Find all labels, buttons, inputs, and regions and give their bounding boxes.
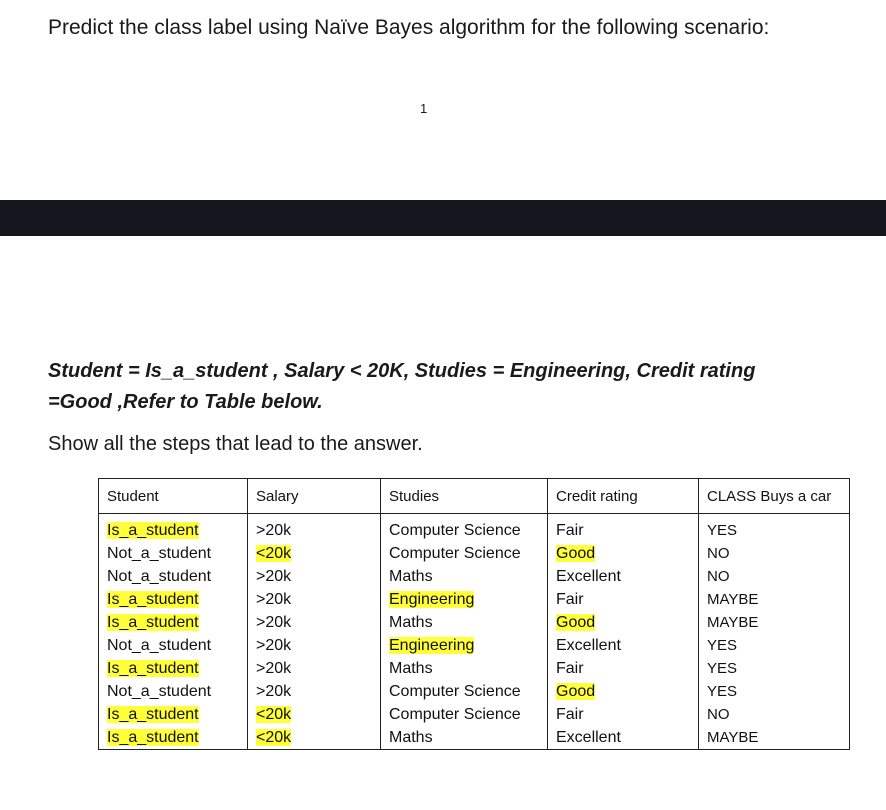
training-data-table [98, 478, 850, 750]
cell-class [699, 634, 850, 657]
instruction-text: Show all the steps that lead to the answer. [48, 433, 423, 455]
cell-credit-rating-text: Excellent [556, 637, 621, 654]
cell-class-text: NO [707, 568, 730, 585]
cell-studies [381, 680, 548, 703]
cell-student-text: Is_a_student [107, 591, 199, 608]
cell-class-text: YES [707, 522, 738, 539]
cell-credit-rating [548, 680, 699, 703]
cell-credit-rating [548, 611, 699, 634]
cell-studies-text: Computer Science [389, 683, 521, 700]
cell-salary [248, 703, 381, 726]
table-row [99, 726, 850, 750]
cell-student-text: Not_a_student [107, 683, 212, 700]
cell-student [99, 565, 248, 588]
cell-student [99, 519, 248, 542]
cell-student [99, 634, 248, 657]
cell-salary [248, 680, 381, 703]
cell-studies-text: Maths [389, 729, 433, 746]
header-salary: Salary [248, 479, 381, 514]
cell-student [99, 657, 248, 680]
cell-salary-text: <20k [256, 729, 292, 746]
cell-credit-rating [548, 703, 699, 726]
cell-credit-rating [548, 542, 699, 565]
cell-credit-rating [548, 657, 699, 680]
cell-credit-rating [548, 519, 699, 542]
header-credit-rating: Credit rating [548, 479, 699, 514]
cell-salary-text: >20k [256, 660, 292, 677]
cell-salary-text: >20k [256, 591, 292, 608]
scenario-text [48, 356, 848, 418]
cell-student-text: Not_a_student [107, 545, 212, 562]
cell-student-text: Not_a_student [107, 637, 212, 654]
cell-student-text: Is_a_student [107, 729, 199, 746]
cell-student-text: Is_a_student [107, 522, 199, 539]
table-row [99, 588, 850, 611]
cell-class-text: NO [707, 545, 730, 562]
cell-studies-text: Maths [389, 568, 433, 585]
cell-class-text: YES [707, 660, 738, 677]
cell-student-text: Is_a_student [107, 614, 199, 631]
cell-class [699, 565, 850, 588]
cell-credit-rating-text: Good [556, 545, 596, 562]
table-row [99, 519, 850, 542]
cell-class-text: MAYBE [707, 614, 759, 631]
cell-salary-text: >20k [256, 522, 292, 539]
table-row [99, 634, 850, 657]
cell-studies-text: Computer Science [389, 522, 521, 539]
cell-class [699, 588, 850, 611]
cell-student-text: Is_a_student [107, 660, 199, 677]
cell-class-text: YES [707, 637, 738, 654]
cell-studies [381, 588, 548, 611]
cell-student [99, 542, 248, 565]
cell-credit-rating-text: Excellent [556, 729, 621, 746]
page-divider-bar [0, 200, 886, 236]
cell-salary [248, 519, 381, 542]
cell-class-text: MAYBE [707, 591, 759, 608]
cell-class [699, 726, 850, 750]
cell-studies [381, 657, 548, 680]
cell-salary [248, 565, 381, 588]
question-text: Predict the class label using Naïve Bayes algorithm for the following scenario: [48, 16, 770, 39]
table-body [99, 514, 850, 750]
cell-student [99, 680, 248, 703]
cell-studies-text: Maths [389, 614, 433, 631]
cell-salary [248, 611, 381, 634]
cell-credit-rating [548, 565, 699, 588]
table-row [99, 611, 850, 634]
cell-class [699, 657, 850, 680]
cell-credit-rating-text: Fair [556, 591, 584, 608]
cell-salary-text: >20k [256, 683, 292, 700]
table-header-row [99, 479, 850, 514]
cell-credit-rating-text: Excellent [556, 568, 621, 585]
cell-studies-text: Maths [389, 660, 433, 677]
cell-studies [381, 726, 548, 750]
cell-studies-text: Computer Science [389, 545, 521, 562]
cell-studies [381, 565, 548, 588]
cell-studies [381, 542, 548, 565]
cell-studies [381, 703, 548, 726]
table-row [99, 680, 850, 703]
cell-studies [381, 634, 548, 657]
cell-studies-text: Engineering [389, 591, 475, 608]
cell-credit-rating-text: Fair [556, 522, 584, 539]
cell-student [99, 726, 248, 750]
cell-class [699, 680, 850, 703]
table-row [99, 703, 850, 726]
cell-credit-rating-text: Fair [556, 660, 584, 677]
cell-salary [248, 657, 381, 680]
cell-salary-text: >20k [256, 637, 292, 654]
cell-student-text: Is_a_student [107, 706, 199, 723]
cell-class [699, 703, 850, 726]
cell-studies-text: Computer Science [389, 706, 521, 723]
cell-student-text: Not_a_student [107, 568, 212, 585]
cell-student [99, 703, 248, 726]
table-row [99, 542, 850, 565]
cell-salary [248, 634, 381, 657]
cell-class-text: MAYBE [707, 729, 759, 746]
cell-credit-rating [548, 634, 699, 657]
cell-salary-text: <20k [256, 545, 292, 562]
cell-salary [248, 588, 381, 611]
cell-class [699, 519, 850, 542]
table-row [99, 565, 850, 588]
cell-salary-text: <20k [256, 706, 292, 723]
cell-salary [248, 726, 381, 750]
table-row [99, 657, 850, 680]
cell-class [699, 611, 850, 634]
header-class: CLASS Buys a car [699, 479, 850, 514]
scenario-line-1: Student = Is_a_student , Salary < 20K, Studies = Engineering, Credit rating [48, 360, 756, 382]
cell-student [99, 588, 248, 611]
cell-salary-text: >20k [256, 614, 292, 631]
cell-class-text: YES [707, 683, 738, 700]
cell-studies [381, 519, 548, 542]
cell-student [99, 611, 248, 634]
cell-salary-text: >20k [256, 568, 292, 585]
cell-class-text: NO [707, 706, 730, 723]
cell-credit-rating-text: Good [556, 683, 596, 700]
cell-credit-rating-text: Good [556, 614, 596, 631]
scenario-line-2: =Good ,Refer to Table below. [48, 391, 323, 413]
page-number: 1 [420, 101, 428, 116]
cell-studies-text: Engineering [389, 637, 475, 654]
cell-credit-rating-text: Fair [556, 706, 584, 723]
cell-credit-rating [548, 726, 699, 750]
header-studies: Studies [381, 479, 548, 514]
cell-salary [248, 542, 381, 565]
cell-credit-rating [548, 588, 699, 611]
cell-class [699, 542, 850, 565]
header-student: Student [99, 479, 248, 514]
cell-studies [381, 611, 548, 634]
